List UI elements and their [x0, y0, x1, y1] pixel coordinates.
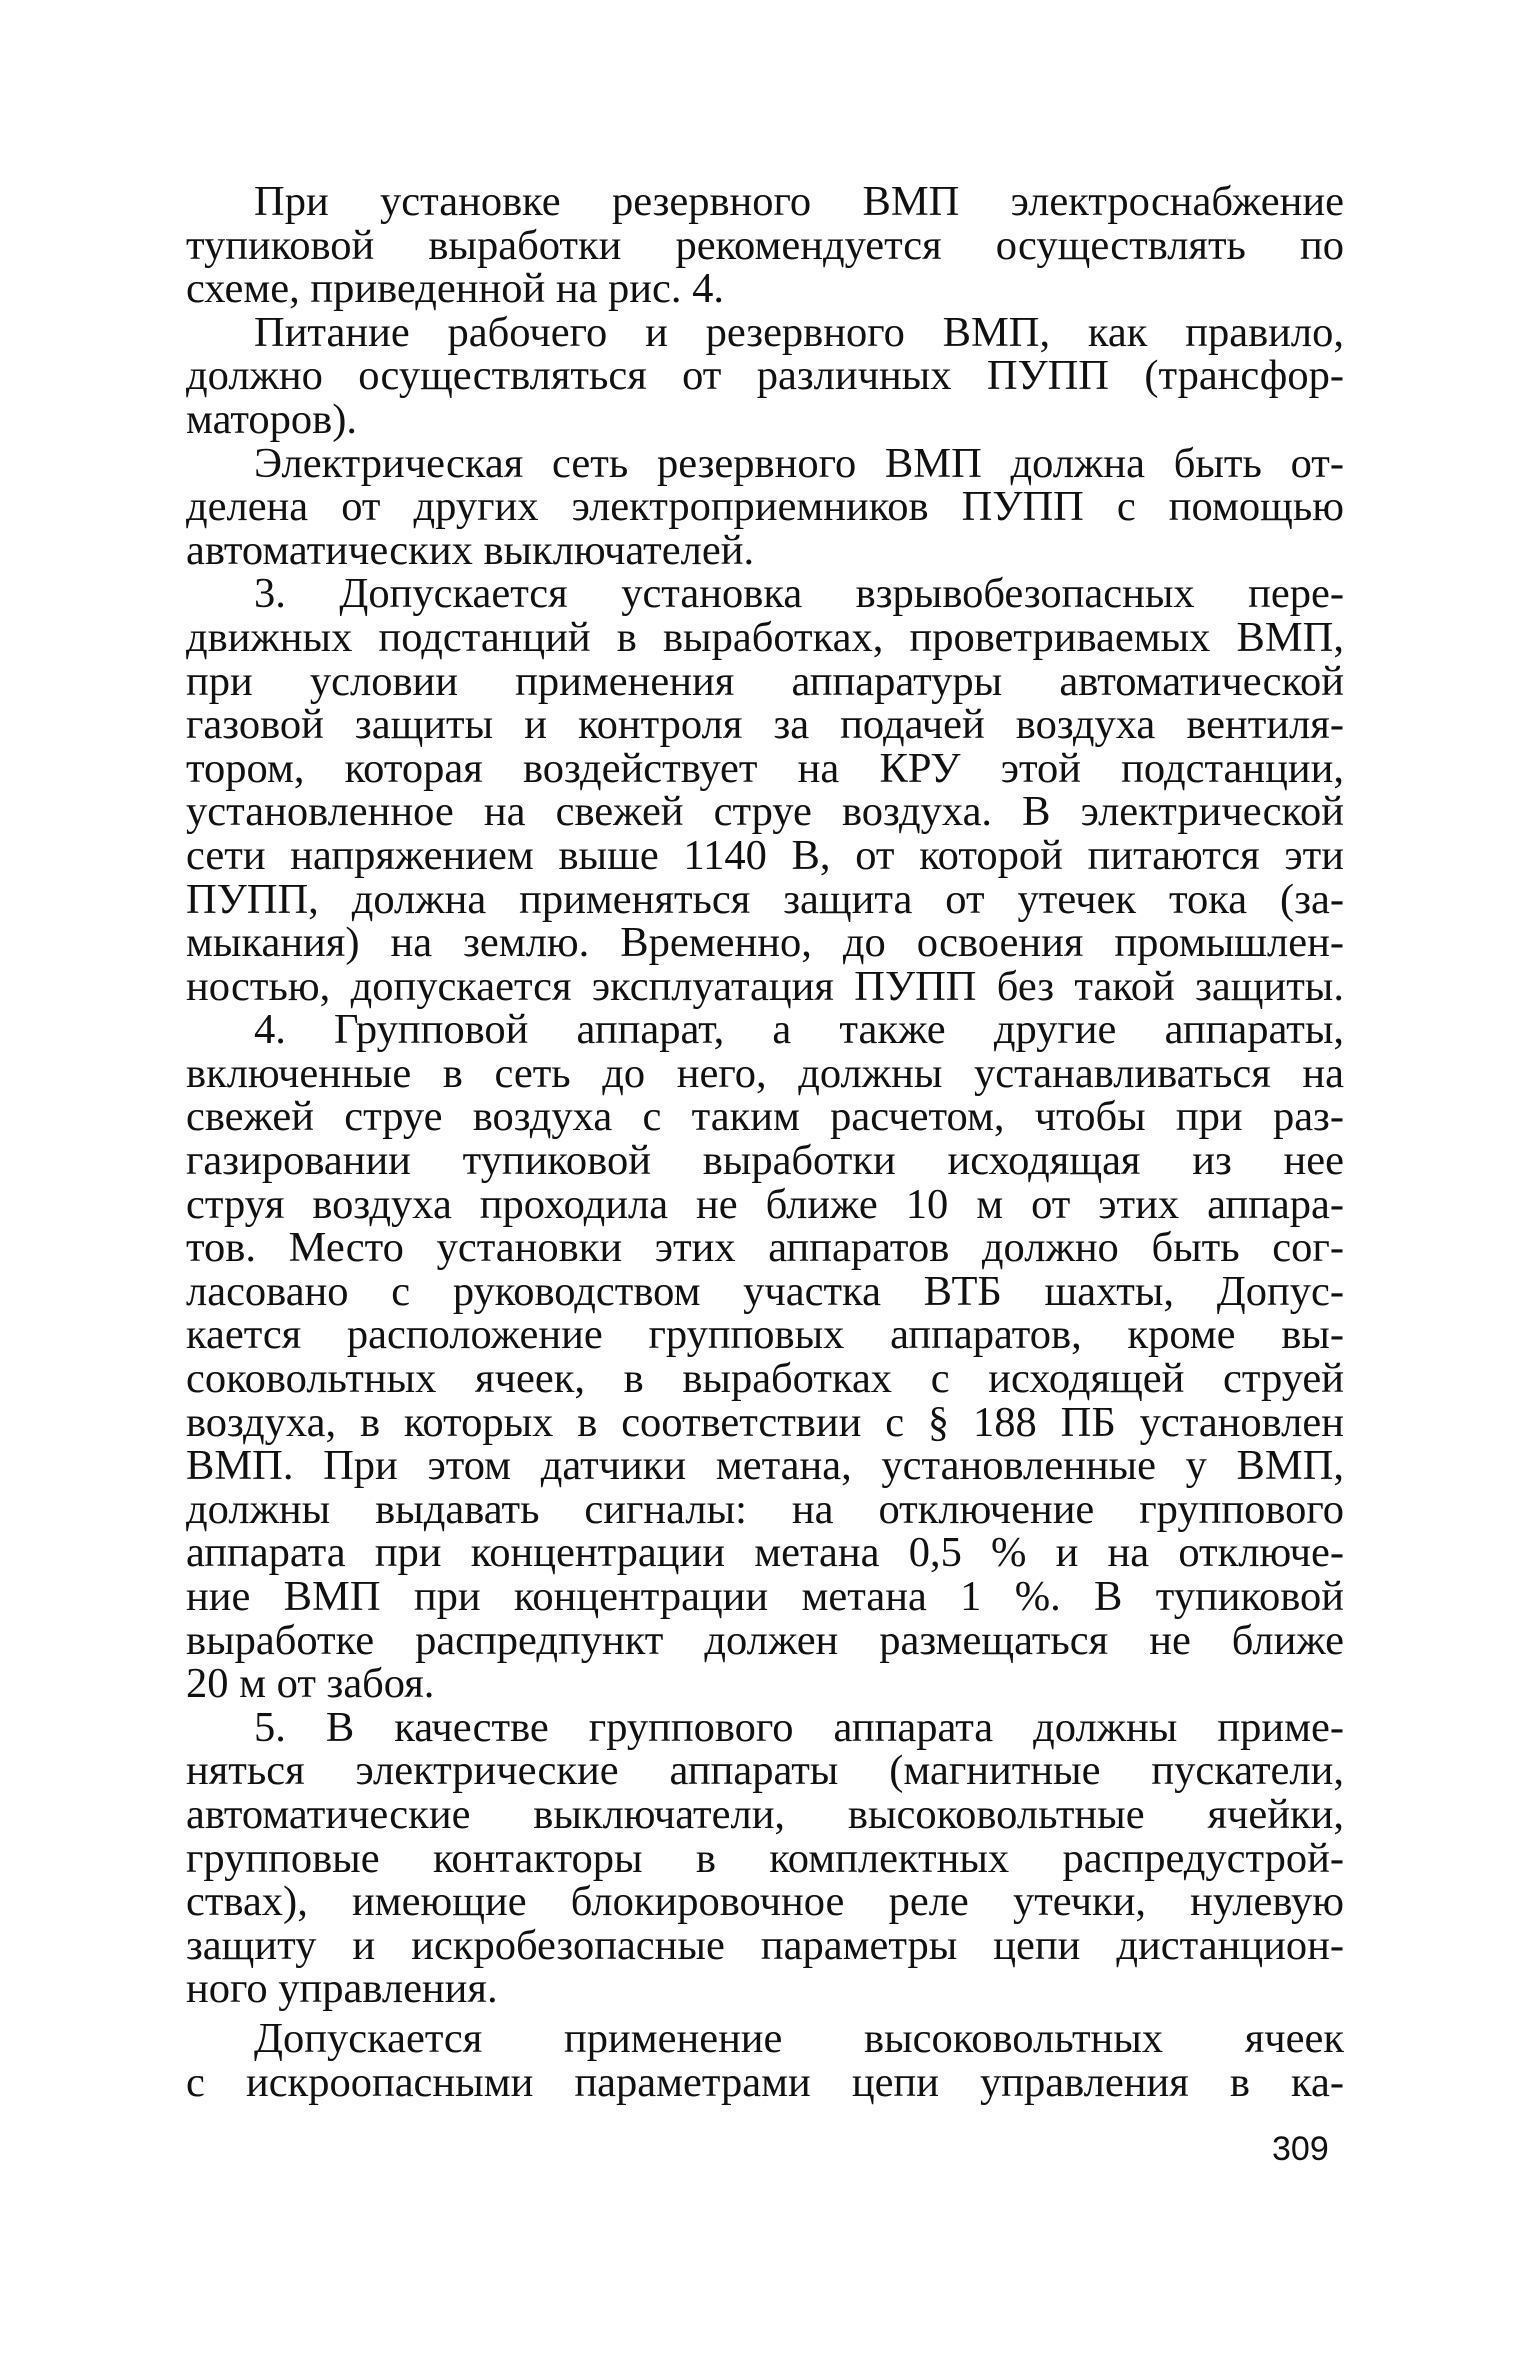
- text-line: ствах), имеющие блокировочное реле утечки, нулевую: [186, 1878, 1344, 1926]
- text-line: ВМП. При этом датчики метана, установленные у ВМП,: [186, 1442, 1344, 1490]
- text-line: кается расположение групповых аппаратов, кроме вы-: [186, 1311, 1344, 1359]
- text-line: тов. Место установки этих аппаратов должно быть сог-: [186, 1224, 1344, 1272]
- paragraph-electric-network: [186, 439, 1344, 574]
- text-line: 4. Групповой аппарат, а также другие аппараты,: [254, 1006, 1344, 1054]
- text-line: выработке распредпункт должен размещаться не ближе: [186, 1616, 1344, 1664]
- text-line: няться электрические аппараты (магнитные пускатели,: [186, 1747, 1344, 1795]
- text-line: тором, которая воздействует на КРУ этой подстанции,: [186, 744, 1344, 792]
- text-line: групповые контакторы в комплектных распредустрой-: [186, 1834, 1344, 1882]
- text-line: мыкания) на землю. Временно, до освоения промышлен-: [186, 919, 1344, 967]
- text-line: газовой защиты и контроля за подачей воздуха вентиля-: [186, 701, 1344, 749]
- text-line: ласовано с руководством участка ВТБ шахты, Допус-: [186, 1267, 1344, 1315]
- page-number: 309: [1272, 2130, 1329, 2168]
- text-line: ние ВМП при концентрации метана 1 %. В тупиковой: [186, 1573, 1344, 1620]
- text-line: воздуха, в которых в соответствии с § 188 ПБ установлен: [186, 1398, 1344, 1446]
- text-line: газировании тупиковой выработки исходящая из нее: [186, 1137, 1344, 1185]
- text-line: установленное на свежей струе воздуха. В электрической: [186, 788, 1344, 836]
- text-line: автоматические выключатели, высоковольтные ячейки,: [186, 1790, 1344, 1838]
- text-line: защиту и искробезопасные параметры цепи дистанцион-: [186, 1921, 1344, 1969]
- text-line: должны выдавать сигналы: на отключение группового: [186, 1485, 1344, 1533]
- text-line: движных подстанций в выработках, проветриваемых ВМП,: [186, 613, 1344, 661]
- text-line: свежей струе воздуха с таким расчетом, чтобы при раз-: [186, 1093, 1344, 1141]
- text-line: Допускается применение высоковольтных ячеек: [254, 2014, 1344, 2062]
- text-line: струя воздуха проходила не ближе 10 м от этих аппара-: [186, 1180, 1344, 1228]
- text-line: Электрическая сеть резервного ВМП должна быть от-: [254, 439, 1344, 487]
- text-line: 3. Допускается установка взрывобезопасных пере-: [254, 570, 1344, 618]
- text-line: включенные в сеть до него, должны устанавливаться на: [186, 1049, 1344, 1097]
- page-body: [186, 180, 1344, 2104]
- text-line: 20 м от забоя.: [186, 1660, 435, 1708]
- paragraph-reserve-vmp: [186, 180, 1344, 311]
- text-line: тупиковой выработки рекомендуется осуществлять по: [186, 221, 1344, 269]
- text-line: аппарата при концентрации метана 0,5 % и на отключе-: [186, 1529, 1344, 1577]
- paragraph-high-voltage-cells: [186, 2014, 1344, 2106]
- paragraph-item-5: [186, 1703, 1344, 2013]
- text-line: при условии применения аппаратуры автоматической: [186, 657, 1344, 705]
- paragraph-power-supply: [186, 308, 1344, 443]
- paragraph-item-3: [186, 572, 1344, 1008]
- text-line: сети напряжением выше 1140 В, от которой питаются эти: [186, 831, 1344, 879]
- text-line: соковольтных ячеек, в выработках с исходящей струей: [186, 1355, 1344, 1403]
- text-line: ПУПП, должна применяться защита от утечек тока (за-: [186, 875, 1344, 923]
- text-line: маторов).: [186, 395, 357, 443]
- text-line: делена от других электроприемников ПУПП с помощью: [186, 483, 1344, 531]
- text-line: При установке резервного ВМП электроснабжение: [254, 178, 1344, 225]
- text-line: ностью, допускается эксплуатация ПУПП без такой защиты.: [186, 962, 1344, 1010]
- text-line: автоматических выключателей.: [186, 526, 755, 574]
- text-line: с искроопасными параметрами цепи управления в ка-: [186, 2058, 1344, 2106]
- paragraph-item-4: [186, 1008, 1344, 1706]
- text-line: 5. В качестве группового аппарата должны приме-: [254, 1703, 1344, 1751]
- text-line: должно осуществляться от различных ПУПП (трансфор-: [186, 352, 1344, 400]
- text-line: ного управления.: [186, 1965, 498, 2013]
- text-line: схеме, приведенной на рис. 4.: [186, 265, 725, 313]
- text-line: Питание рабочего и резервного ВМП, как правило,: [254, 308, 1344, 356]
